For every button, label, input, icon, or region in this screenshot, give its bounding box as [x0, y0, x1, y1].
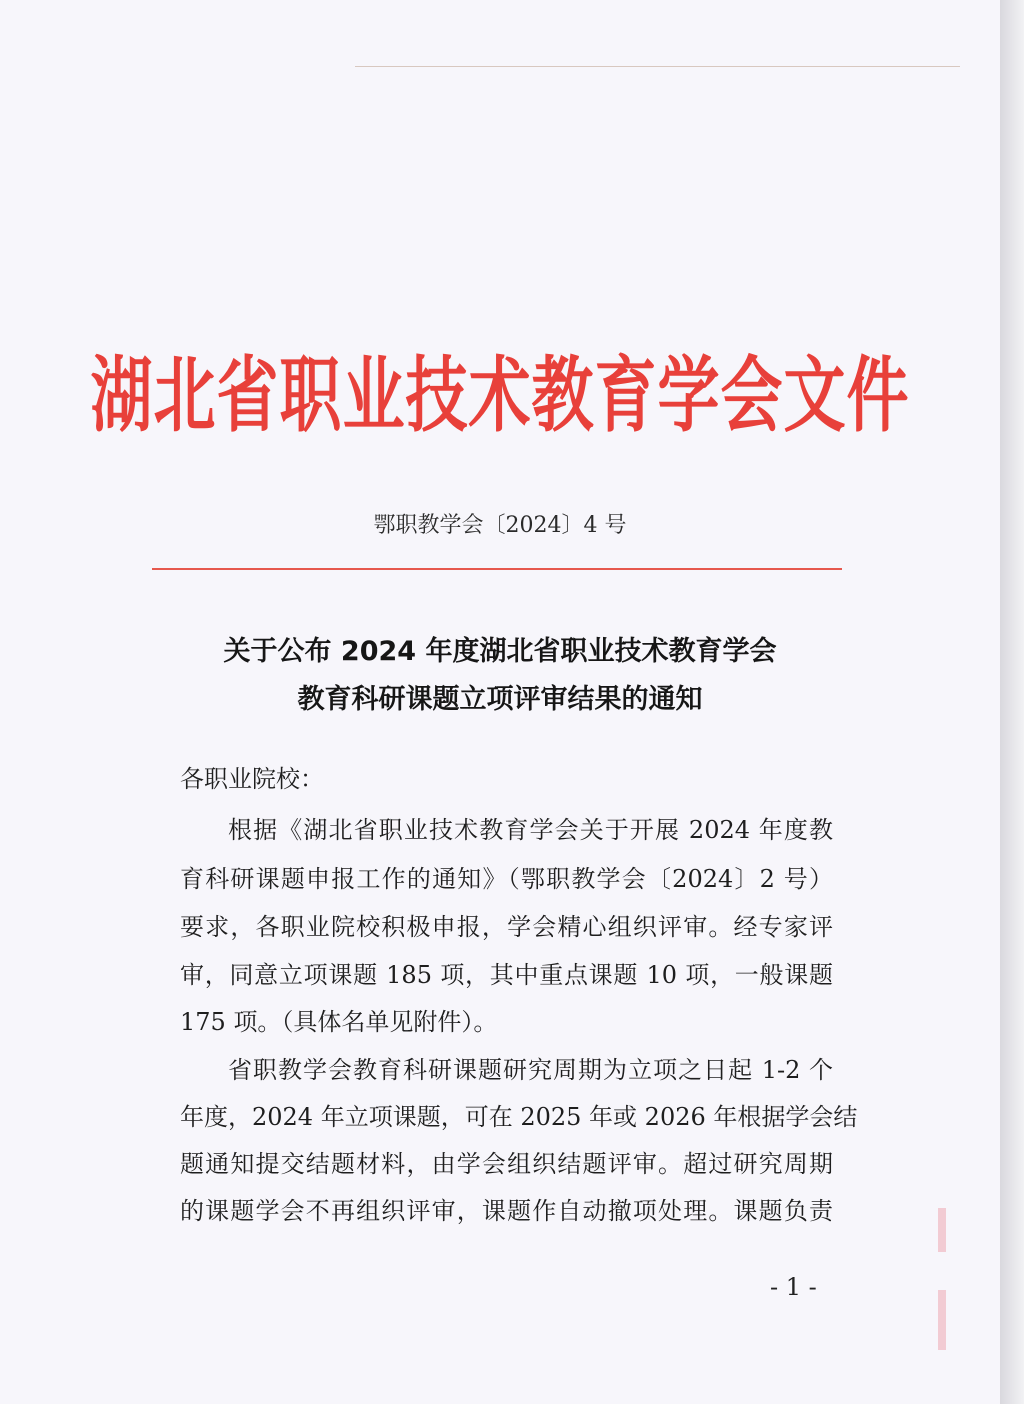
document-number: 鄂职教学会〔2024〕4 号 [373, 513, 627, 538]
body-line: 175 项。（具体名单见附件）。 [180, 1008, 498, 1036]
notice-title-line-2: 教育科研课题立项评审结果的通知 [297, 684, 703, 715]
seal-edge-mark [938, 1208, 946, 1252]
masthead-title: 湖北省职业技术教育学会文件 [90, 347, 910, 444]
notice-title-line-1: 关于公布 2024 年度湖北省职业技术教育学会 [223, 636, 777, 667]
body-line: 要求，各职业院校积极申报，学会精心组织评审。经专家评 [180, 913, 833, 941]
body-line: 根据《湖北省职业技术教育学会关于开展 2024 年度教 [228, 816, 833, 844]
salutation: 各职业院校： [180, 765, 324, 793]
page-number: - 1 - [770, 1273, 817, 1301]
page-edge-shadow [1000, 0, 1024, 1404]
body-line: 年度，2024 年立项课题，可在 2025 年或 2026 年根据学会结 [180, 1103, 858, 1131]
body-line: 的课题学会不再组织评审，课题作自动撤项处理。课题负责 [180, 1197, 833, 1225]
seal-edge-mark [938, 1290, 946, 1350]
red-divider [152, 568, 842, 570]
body-line: 审，同意立项课题 185 项，其中重点课题 10 项，一般课题 [180, 961, 833, 989]
body-line: 育科研课题申报工作的通知》（鄂职教学会〔2024〕2 号） [180, 865, 833, 893]
body-line: 省职教学会教育科研课题研究周期为立项之日起 1-2 个 [228, 1056, 833, 1084]
body-line: 题通知提交结题材料，由学会组织结题评审。超过研究周期 [180, 1150, 833, 1178]
top-divider [355, 66, 960, 67]
